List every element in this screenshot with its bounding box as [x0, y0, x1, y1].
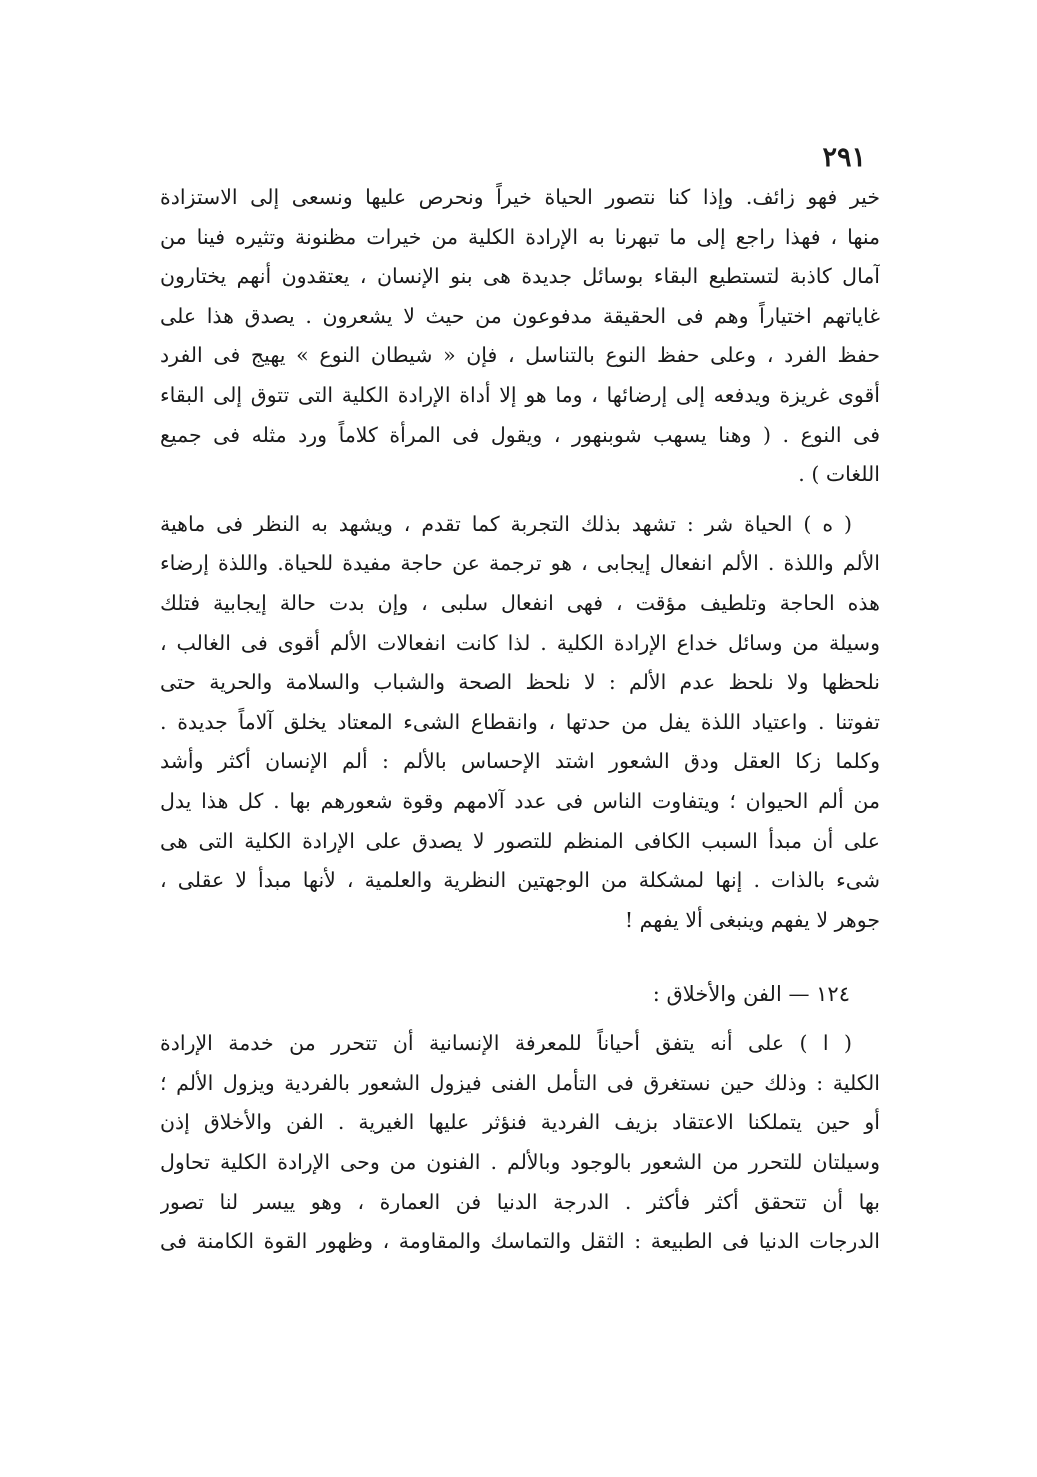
book-page: [160, 138, 880, 1262]
text-line: آمال كاذبة لتستطيع البقاء بوسائل جديدة هى بنو الإنسان ، يعتقدون أنهم يختارون: [160, 264, 880, 289]
text-line: فى النوع . ( وهنا يسهب شوبنهور ، ويقول فى المرأة كلاماً ورد مثله فى جميع: [160, 422, 880, 447]
paragraph-3: [160, 1024, 880, 1262]
text-line: حفظ الفرد ، وعلى حفظ النوع بالتناسل ، فإن « شيطان النوع » يهيج فى الفرد: [160, 343, 880, 368]
text-line: الكلية : وذلك حين نستغرق فى التأمل الفنى فيزول الشعور بالفردية ويزول الألم ؛: [160, 1070, 880, 1095]
text-line: أو حين يتملكنا الاعتقاد بزيف الفردية فنؤثر عليها الغيرية . الفن والأخلاق إذن: [160, 1110, 880, 1135]
text-line: على أن مبدأ السبب الكافى المنظم للتصور لا يصدق على الإرادة الكلية التى هى: [160, 828, 880, 853]
text-line: غاياتهم اختياراً وهم فى الحقيقة مدفوعون من حيث لا يشعرون . يصدق هذا على: [160, 303, 880, 328]
text-line: هذه الحاجة وتلطيف مؤقت ، فهى انفعال سلبى ، وإن بدت حالة إيجابية فتلك: [160, 590, 880, 615]
page-number: ٢٩١: [822, 142, 866, 173]
text-line: ( ا ) على أنه يتفق أحياناً للمعرفة الإنسانية أن تتحرر من خدمة الإرادة: [160, 1031, 852, 1056]
text-line: الدرجات الدنيا فى الطبيعة : الثقل والتماسك والمقاومة ، وظهور القوة الكامنة فى: [160, 1229, 880, 1254]
text-line: ( ه ) الحياة شر : تشهد بذلك التجربة كما تقدم ، ويشهد به النظر فى ماهية: [160, 511, 852, 536]
text-line: وسيلتان للتحرر من الشعور بالوجود وبالألم . الفنون من وحى الإرادة الكلية تحاول: [160, 1150, 880, 1175]
text-line: الألم واللذة . الألم انفعال إيجابى ، هو ترجمة عن حاجة مفيدة للحياة. واللذة إرضاء: [160, 551, 880, 576]
text-line: خير فهو زائف. وإذا كنا نتصور الحياة خيراً ونحرص عليها ونسعى إلى الاستزادة: [160, 185, 880, 209]
text-line: أقوى غريزة ويدفعه إلى إرضائها ، وما هو إلا أداة الإرادة الكلية التى تتوق إلى البقاء: [160, 382, 880, 407]
text-line: وسيلة من وسائل خداع الإرادة الكلية . لذا كانت انفعالات الألم أقوى فى الغالب ،: [160, 630, 880, 655]
text-line: شىء بالذات . إنها لمشكلة من الوجهتين النظرية والعلمية ، لأنها مبدأ لا عقلى ،: [160, 868, 880, 893]
section-heading: ١٢٤ — الفن والأخلاق :: [652, 982, 850, 1007]
text-line: تفوتنا . واعتياد اللذة يفل من حدتها ، وانقطاع الشىء المعتاد يخلق آلاماً جديدة .: [160, 709, 880, 734]
text-line: جوهر لا يفهم وينبغى ألا يفهم !: [624, 907, 880, 932]
text-line: نلحظها ولا نلحظ عدم الألم : لا نلحظ الصحة والشباب والسلامة والحرية حتى: [160, 670, 880, 695]
paragraph-1: [160, 178, 880, 495]
text-line: اللغات ) .: [798, 462, 880, 487]
text-line: وكلما زكا العقل ودق الشعور اشتد الإحساس بالألم : ألم الإنسان أكثر وأشد: [160, 749, 880, 774]
text-line: منها ، فهذا راجع إلى ما تبهرنا به الإرادة الكلية من خيرات مظنونة وتثيره فينا من: [160, 224, 880, 249]
paragraph-2: [160, 505, 880, 941]
text-line: من ألم الحيوان ؛ ويتفاوت الناس فى عدد آلامهم وقوة شعورهم بها . كل هذا يدل: [160, 788, 880, 813]
text-line: بها أن تتحقق أكثر فأكثر . الدرجة الدنيا فن العمارة ، وهو ييسر لنا تصور: [160, 1189, 880, 1214]
